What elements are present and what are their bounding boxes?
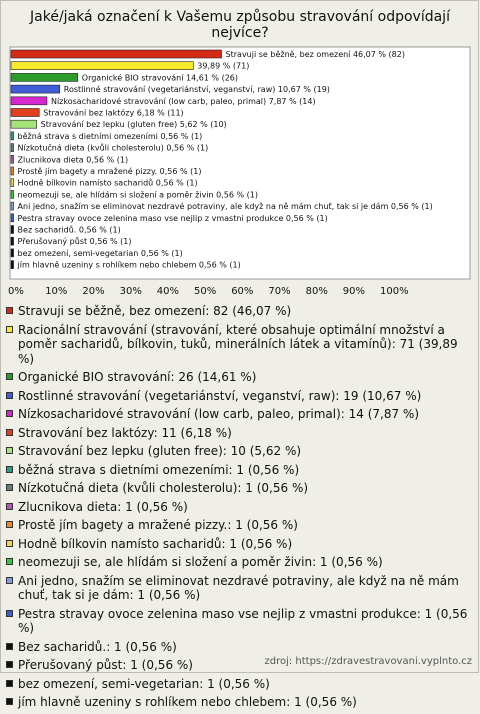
legend-item-12 — [6, 537, 472, 552]
bar-5 — [11, 97, 47, 105]
legend-label-4: Rostlinné stravování (vegetariánství, veganství, raw): 19 (10,67 %) — [18, 388, 422, 403]
legend-item-7 — [6, 444, 472, 459]
bar-18 — [11, 249, 14, 257]
legend-item-10 — [6, 500, 472, 515]
legend-swatch-19 — [6, 698, 13, 705]
legend-swatch-4 — [6, 392, 13, 399]
legend-swatch-7 — [6, 447, 13, 454]
legend-item-3 — [6, 370, 472, 385]
bar-chart — [0, 0, 480, 300]
bar-label-9: Nízkotučná dieta (kvůli cholesterolu) 0,56 % (1) — [17, 143, 209, 153]
legend-swatch-11 — [6, 521, 13, 528]
legend-label-5: Nízkosacharidové stravování (low carb, paleo, primal): 14 (7,87 %) — [18, 407, 420, 421]
legend-label-14: Ani jedno, snažím se eliminovat nezdravé potraviny, ale když na ně mám chuť, tak si je dám: 1 (0,56 %) — [18, 573, 459, 602]
legend-item-4 — [6, 389, 472, 404]
legend-item-14 — [6, 574, 472, 603]
x-tick-3: 30% — [119, 286, 142, 297]
legend-item-19 — [6, 695, 472, 710]
bar-4 — [11, 85, 60, 93]
bar-8 — [11, 132, 14, 140]
legend-swatch-2 — [6, 326, 13, 333]
legend-item-11 — [6, 518, 472, 533]
bar-6 — [11, 109, 39, 117]
x-tick-4: 40% — [156, 286, 180, 297]
x-tick-9: 90% — [342, 286, 366, 297]
bar-label-7: Stravování bez lepku (gluten free) 5,62 % (10) — [40, 120, 227, 130]
x-tick-8: 80% — [305, 286, 328, 297]
legend-item-1 — [6, 304, 472, 319]
legend-item-6 — [6, 426, 472, 441]
bar-7 — [11, 120, 37, 128]
bar-label-13: neomezuji se, ale hlídám si složení a poměr živin 0,56 % (1) — [17, 190, 258, 200]
legend-item-16 — [6, 640, 472, 655]
x-tick-6: 60% — [231, 286, 254, 297]
bar-label-5: Nízkosacharidové stravování (low carb, paleo, primal) 7,87 % (14) — [50, 96, 316, 106]
legend-label-2: Racionální stravování (stravování, které obsahuje optimální množství a poměr sacharidů, bílkovin, tuků, minerálních látek a vitamínů): 71 (39,89 %) — [18, 322, 458, 366]
bar-label-14: Ani jedno, snažím se eliminovat nezdravé potraviny, ale když na ně mám chuť, tak si je dám 0,56 % (1) — [17, 202, 433, 212]
source-note: zdroj: https://zdravestravovani.vyplnto.cz — [264, 656, 472, 667]
bar-label-17: Přerušovaný půst 0,56 % (1) — [17, 237, 132, 247]
bar-label-15: Pestra stravay ovoce zelenina maso vse nejlip z vmastni produkce 0,56 % (1) — [17, 213, 328, 223]
legend-swatch-17 — [6, 661, 13, 668]
legend-swatch-12 — [6, 540, 13, 547]
bar-label-8: běžná strava s dietními omezeními 0,56 % (1) — [17, 131, 203, 141]
legend-item-9 — [6, 481, 472, 496]
bar-19 — [11, 261, 14, 269]
legend-label-7: Stravování bez lepku (gluten free): 10 (5,62 %) — [18, 444, 302, 458]
bar-label-12: Hodně bílkovin namísto sacharidů 0,56 % (1) — [17, 178, 198, 188]
legend-label-15: Pestra stravay ovoce zelenina maso vse nejlip z vmastni produkce: 1 (0,56 %) — [18, 606, 468, 635]
legend-label-16: Bez sacharidů.: 1 (0,56 %) — [18, 639, 177, 654]
legend-label-1: Stravuji se běžně, bez omezení: 82 (46,07 %) — [18, 304, 292, 318]
bar-17 — [11, 237, 14, 245]
bar-1 — [11, 50, 222, 58]
legend-label-12: Hodně bílkovin namísto sacharidů: 1 (0,56 %) — [18, 536, 293, 551]
x-tick-10: 100% — [380, 286, 409, 297]
legend-swatch-5 — [6, 410, 13, 417]
legend-label-6: Stravování bez laktózy: 11 (6,18 %) — [18, 425, 232, 440]
legend-swatch-1 — [6, 307, 13, 314]
legend-item-18 — [6, 677, 472, 692]
bar-3 — [11, 73, 78, 81]
legend-label-10: Zlucnikova dieta: 1 (0,56 %) — [18, 499, 188, 514]
chart-title: Jaké/jaká označení k Vašemu způsobu stravování odpovídají nejvíce? — [30, 9, 450, 41]
legend-swatch-13 — [6, 558, 13, 565]
bar-13 — [11, 190, 14, 198]
bar-label-19: jím hlavně uzeniny s rohlíkem nebo chlebem 0,56 % (1) — [17, 260, 241, 270]
legend-item-2 — [6, 323, 472, 367]
bar-10 — [11, 155, 14, 163]
bar-2 — [11, 62, 193, 70]
bar-label-16: Bez sacharidů. 0,56 % (1) — [17, 225, 121, 235]
legend-label-13: neomezuji se, ale hlídám si složení a poměr živin: 1 (0,56 %) — [18, 555, 383, 569]
legend-swatch-15 — [6, 610, 13, 617]
bar-11 — [11, 167, 14, 175]
legend-item-5 — [6, 407, 472, 422]
legend-label-8: běžná strava s dietními omezeními: 1 (0,56 %) — [18, 462, 300, 477]
bar-label-10: Zlucnikova dieta 0,56 % (1) — [17, 155, 129, 165]
legend-label-18: bez omezení, semi-vegetarian: 1 (0,56 %) — [18, 676, 270, 691]
legend-label-19: jím hlavně uzeniny s rohlíkem nebo chlebem: 1 (0,56 %) — [18, 695, 357, 709]
legend-item-8 — [6, 463, 472, 478]
bar-label-18: bez omezení, semi-vegetarian 0,56 % (1) — [17, 248, 183, 258]
x-tick-7: 70% — [268, 286, 291, 297]
legend-swatch-18 — [6, 680, 13, 687]
bar-16 — [11, 226, 14, 234]
bar-9 — [11, 144, 14, 152]
legend-swatch-8 — [6, 466, 13, 473]
legend-swatch-6 — [6, 429, 13, 436]
bar-label-2: 39,89 % (71) — [197, 61, 250, 71]
x-tick-2: 20% — [82, 286, 105, 297]
legend-swatch-16 — [6, 643, 13, 650]
x-tick-1: 10% — [45, 286, 68, 297]
legend-swatch-9 — [6, 484, 13, 491]
bar-label-11: Prostě jím bagety a mražené pizzy. 0,56 % (1) — [17, 167, 202, 176]
legend-label-9: Nízkotučná dieta (kvůli cholesterolu): 1 (0,56 %) — [18, 481, 309, 495]
legend — [6, 304, 472, 714]
legend-label-11: Prostě jím bagety a mražené pizzy.: 1 (0,56 %) — [18, 518, 298, 532]
bar-label-1: Stravuji se běžně, bez omezení 46,07 % (82) — [225, 50, 405, 59]
bar-15 — [11, 214, 14, 222]
legend-swatch-10 — [6, 503, 13, 510]
bar-label-6: Stravování bez laktózy 6,18 % (11) — [43, 108, 184, 118]
x-tick-5: 50% — [194, 286, 217, 297]
bar-label-4: Rostlinné stravování (vegetariánství, veganství, raw) 10,67 % (19) — [63, 85, 330, 95]
bar-14 — [11, 202, 14, 210]
legend-label-17: Přerušovaný půst: 1 (0,56 %) — [18, 658, 193, 672]
x-tick-0: 0% — [8, 286, 24, 297]
legend-item-15 — [6, 607, 472, 636]
legend-label-3: Organické BIO stravování: 26 (14,61 %) — [18, 370, 257, 384]
bar-label-3: Organické BIO stravování 14,61 % (26) — [81, 73, 239, 83]
legend-swatch-14 — [6, 577, 13, 584]
legend-item-13 — [6, 555, 472, 570]
bar-12 — [11, 179, 14, 187]
legend-swatch-3 — [6, 373, 13, 380]
